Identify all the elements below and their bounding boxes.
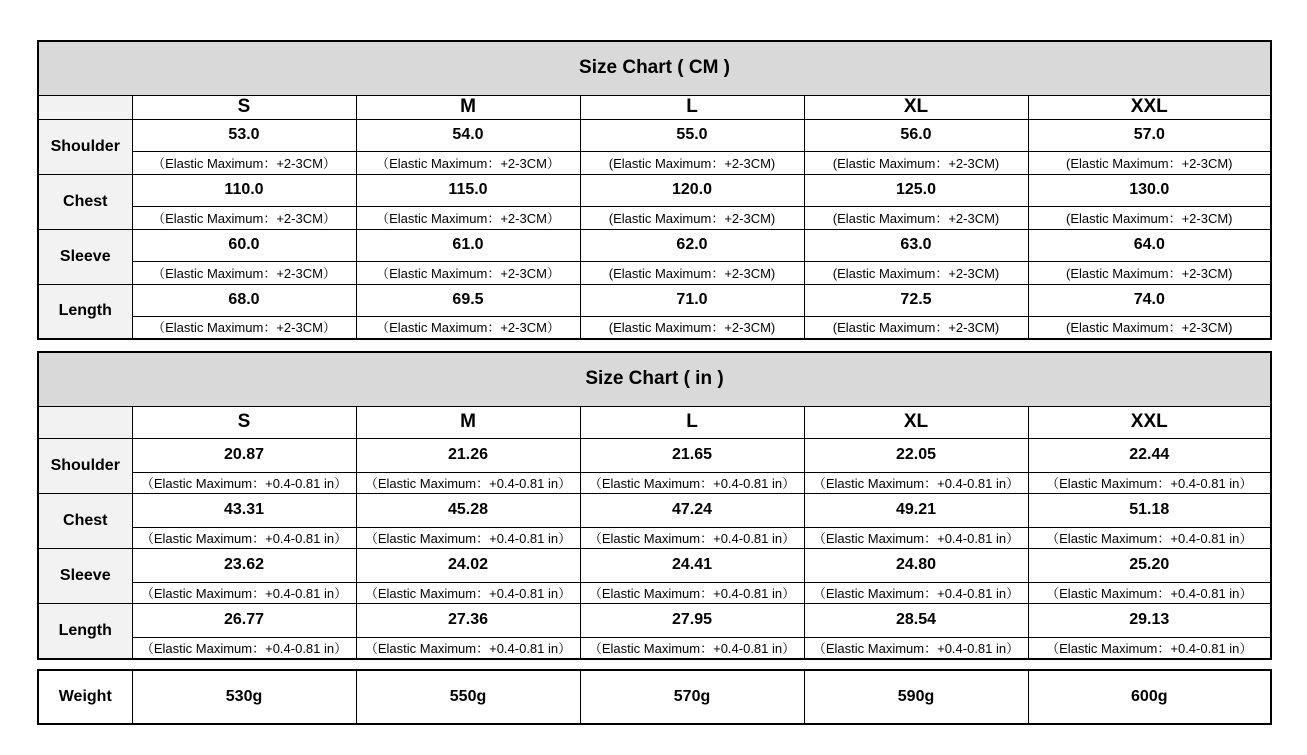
weight-value: 570g xyxy=(580,670,804,724)
in-size-header: M xyxy=(356,406,580,438)
cm-note: (Elastic Maximum：+2-3CM) xyxy=(832,265,1000,281)
cm-value: 130.0 xyxy=(1129,181,1170,198)
cm-row-label-sleeve: Sleeve xyxy=(38,229,132,284)
in-value: 25.20 xyxy=(1129,556,1170,573)
cm-note: （Elastic Maximum：+2-3CM） xyxy=(376,210,560,226)
cm-value: 63.0 xyxy=(900,236,932,253)
cm-note: (Elastic Maximum：+2-3CM) xyxy=(1066,210,1233,226)
in-note: （Elastic Maximum：+0.4-0.81 in） xyxy=(812,585,1020,601)
in-value: 51.18 xyxy=(1129,501,1170,518)
in-size-header: XL xyxy=(804,406,1028,438)
in-note: （Elastic Maximum：+0.4-0.81 in） xyxy=(364,475,572,491)
in-value: 49.21 xyxy=(895,501,937,518)
cm-size-header: L xyxy=(580,95,804,119)
in-value: 23.62 xyxy=(223,556,265,573)
in-note: （Elastic Maximum：+0.4-0.81 in） xyxy=(812,640,1020,656)
in-value: 28.54 xyxy=(895,611,937,628)
cm-size-header: S xyxy=(132,95,356,119)
cm-corner-cell xyxy=(38,95,132,119)
in-note: （Elastic Maximum：+0.4-0.81 in） xyxy=(364,585,572,601)
in-value: 27.95 xyxy=(671,611,713,628)
cm-value: 125.0 xyxy=(895,181,937,198)
in-corner-cell xyxy=(38,406,132,438)
in-note: （Elastic Maximum：+0.4-0.81 in） xyxy=(588,530,796,546)
cm-size-header: XXL xyxy=(1028,95,1271,119)
cm-row-label-length: Length xyxy=(38,284,132,339)
weight-value: 590g xyxy=(804,670,1028,724)
in-size-header: S xyxy=(132,406,356,438)
weight-value: 530g xyxy=(132,670,356,724)
cm-note: (Elastic Maximum：+2-3CM) xyxy=(608,155,776,171)
in-row-label-sleeve: Sleeve xyxy=(38,548,132,603)
in-note: （Elastic Maximum：+0.4-0.81 in） xyxy=(140,530,348,546)
cm-value: 69.5 xyxy=(452,291,484,308)
in-size-header: L xyxy=(580,406,804,438)
cm-value: 55.0 xyxy=(676,126,708,143)
cm-note: (Elastic Maximum：+2-3CM) xyxy=(608,320,776,336)
cm-note: （Elastic Maximum：+2-3CM） xyxy=(376,265,560,281)
in-value: 24.02 xyxy=(447,556,489,573)
in-note: （Elastic Maximum：+0.4-0.81 in） xyxy=(140,640,348,656)
in-value: 47.24 xyxy=(671,501,713,518)
in-note: （Elastic Maximum：+0.4-0.81 in） xyxy=(588,585,796,601)
in-note: （Elastic Maximum：+0.4-0.81 in） xyxy=(1046,530,1253,546)
in-value: 22.44 xyxy=(1129,446,1170,463)
cm-value: 120.0 xyxy=(671,181,713,198)
cm-value: 68.0 xyxy=(228,291,260,308)
cm-value: 60.0 xyxy=(228,236,260,253)
cm-value: 74.0 xyxy=(1133,291,1165,308)
in-note: （Elastic Maximum：+0.4-0.81 in） xyxy=(140,475,348,491)
in-value: 27.36 xyxy=(447,611,489,628)
in-value: 20.87 xyxy=(223,446,265,463)
in-value: 45.28 xyxy=(447,501,489,518)
cm-value: 54.0 xyxy=(452,126,484,143)
in-row-label-length: Length xyxy=(38,603,132,659)
cm-note: （Elastic Maximum：+2-3CM） xyxy=(376,155,560,171)
in-value: 29.13 xyxy=(1129,611,1170,628)
cm-note: （Elastic Maximum：+2-3CM） xyxy=(152,210,336,226)
cm-table-title: Size Chart ( CM ) xyxy=(38,41,1271,95)
in-row-label-chest: Chest xyxy=(38,493,132,548)
in-note: （Elastic Maximum：+0.4-0.81 in） xyxy=(588,640,796,656)
size-chart-in-table xyxy=(37,351,1272,660)
in-note: （Elastic Maximum：+0.4-0.81 in） xyxy=(364,640,572,656)
cm-note: (Elastic Maximum：+2-3CM) xyxy=(1066,265,1233,281)
in-size-header: XXL xyxy=(1028,406,1271,438)
in-note: （Elastic Maximum：+0.4-0.81 in） xyxy=(812,530,1020,546)
cm-value: 71.0 xyxy=(676,291,708,308)
cm-size-header: M xyxy=(356,95,580,119)
in-value: 21.26 xyxy=(447,446,489,463)
cm-size-header: XL xyxy=(804,95,1028,119)
in-note: （Elastic Maximum：+0.4-0.81 in） xyxy=(812,475,1020,491)
cm-value: 56.0 xyxy=(900,126,932,143)
cm-note: (Elastic Maximum：+2-3CM) xyxy=(1066,320,1233,336)
weight-label: Weight xyxy=(38,670,132,724)
cm-note: (Elastic Maximum：+2-3CM) xyxy=(608,210,776,226)
cm-value: 64.0 xyxy=(1133,236,1165,253)
cm-value: 57.0 xyxy=(1133,126,1165,143)
in-note: （Elastic Maximum：+0.4-0.81 in） xyxy=(1046,640,1253,656)
in-value: 24.41 xyxy=(671,556,713,573)
cm-value: 72.5 xyxy=(900,291,932,308)
cm-note: (Elastic Maximum：+2-3CM) xyxy=(608,265,776,281)
weight-value: 550g xyxy=(356,670,580,724)
in-value: 21.65 xyxy=(671,446,713,463)
in-note: （Elastic Maximum：+0.4-0.81 in） xyxy=(588,475,796,491)
cm-note: (Elastic Maximum：+2-3CM) xyxy=(832,155,1000,171)
cm-note: （Elastic Maximum：+2-3CM） xyxy=(152,155,336,171)
in-table-title: Size Chart ( in ) xyxy=(38,352,1271,406)
cm-value: 115.0 xyxy=(448,181,488,198)
cm-value: 53.0 xyxy=(228,126,260,143)
in-note: （Elastic Maximum：+0.4-0.81 in） xyxy=(140,585,348,601)
in-value: 22.05 xyxy=(895,446,937,463)
cm-note: （Elastic Maximum：+2-3CM） xyxy=(152,320,336,336)
in-value: 24.80 xyxy=(895,556,937,573)
weight-table xyxy=(37,669,1272,725)
cm-value: 110.0 xyxy=(224,181,264,198)
in-value: 26.77 xyxy=(223,611,265,628)
size-chart-cm-table xyxy=(37,40,1272,340)
cm-value: 61.0 xyxy=(452,236,484,253)
cm-note: (Elastic Maximum：+2-3CM) xyxy=(832,210,1000,226)
in-note: （Elastic Maximum：+0.4-0.81 in） xyxy=(364,530,572,546)
in-note: （Elastic Maximum：+0.4-0.81 in） xyxy=(1046,475,1253,491)
in-value: 43.31 xyxy=(223,501,265,518)
cm-value: 62.0 xyxy=(676,236,708,253)
cm-row-label-chest: Chest xyxy=(38,174,132,229)
cm-note: (Elastic Maximum：+2-3CM) xyxy=(832,320,1000,336)
in-note: （Elastic Maximum：+0.4-0.81 in） xyxy=(1046,585,1253,601)
cm-note: (Elastic Maximum：+2-3CM) xyxy=(1066,155,1233,171)
cm-note: （Elastic Maximum：+2-3CM） xyxy=(152,265,336,281)
weight-value: 600g xyxy=(1028,670,1271,724)
in-row-label-shoulder: Shoulder xyxy=(38,438,132,493)
cm-row-label-shoulder: Shoulder xyxy=(38,119,132,174)
cm-note: （Elastic Maximum：+2-3CM） xyxy=(376,320,560,336)
